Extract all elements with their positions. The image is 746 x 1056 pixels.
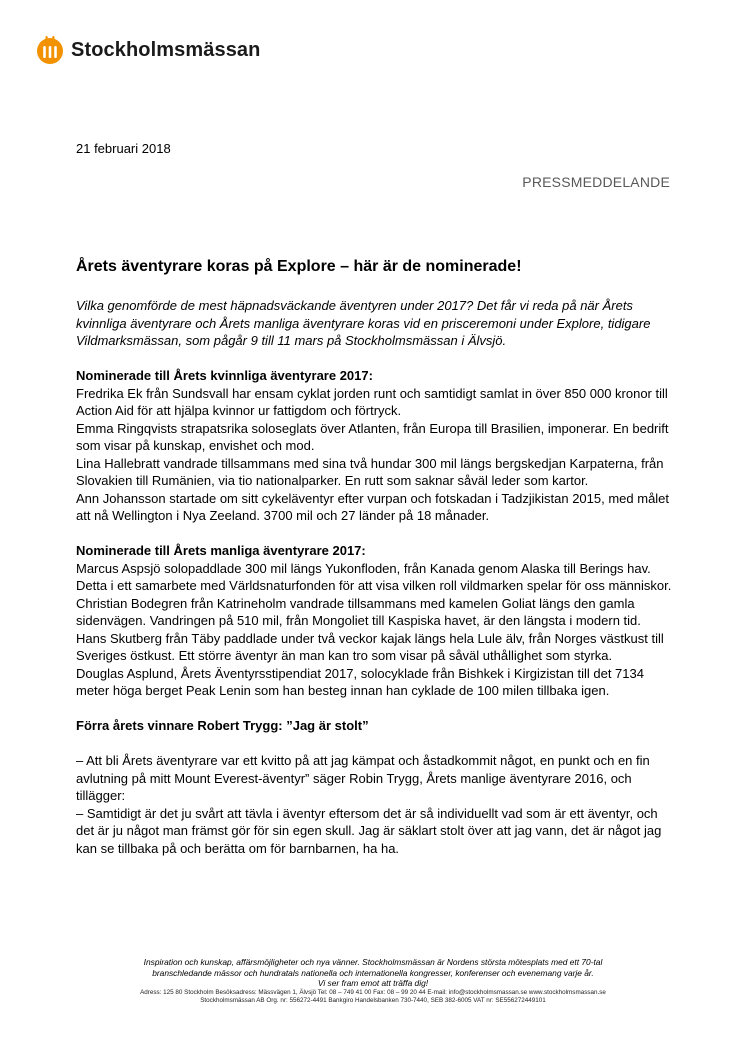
- men-nominees-heading: Nominerade till Årets manliga äventyrare 2017:: [76, 543, 366, 558]
- winner-quote: – Samtidigt är det ju svårt att tävla i äventyr eftersom det är så individuellt vad som är ett äventyr, och det är ju något man främst gör för sin egen skull. Jag är säklart stolt över att jag vann, det är något jag kan se tillbaka på och berätta om för barnbarnen, ha ha.: [76, 805, 662, 856]
- winner-heading: Förra årets vinnare Robert Trygg: ”Jag är stolt”: [76, 718, 369, 733]
- men-nominee-item: Douglas Asplund, Årets Äventyrsstipendiat 2017, solocyklade från Bishkek i Kirgizistan till det 7134 meter höga berget Peak Lenin som han besteg innan han cyklade de 100 milen tillbaka igen.: [76, 665, 644, 698]
- article-body: [76, 297, 676, 857]
- intro-paragraph: Vilka genomförde de mest häpnadsväckande äventyren under 2017? Det får vi reda på när Årets kvinnliga äventyrare och Årets manliga äventyrare koras vid en prisceremoni under Explore, tidigare Vildmarksmässan, som pågår 9 till 11 mars på Stockholmsmässan i Älvsjö.: [76, 298, 651, 348]
- women-nominees-heading: Nominerade till Årets kvinnliga äventyrare 2017:: [76, 368, 373, 383]
- men-nominee-item: Christian Bodegren från Katrineholm vandrade tillsammans med kamelen Goliat längs den gamla sidenvägen. Vandringen på 510 mil, från Mongoliet till Kaspiska havet, är den längsta i modern tid.: [76, 595, 641, 628]
- men-nominee-item: Hans Skutberg från Täby paddlade under två veckor kajak längs hela Lule älv, från Norges västkust till Sveriges östkust. Ett större äventyr än man kan tro som visar på såväl uthållighet som styrka.: [76, 630, 664, 663]
- footer-tagline: Inspiration och kunskap, affärsmöjligheter och nya vänner. Stockholmsmässan är Nordens största mötesplats med ett 70-tal: [143, 957, 603, 967]
- winner-quote: – Att bli Årets äventyrare var ett kvitto på att jag kämpat och åstadkommit något, en punkt och en fin avlutning på mitt Mount Everest-äventyr” säger Robin Trygg, Årets manlige äventyrare 2016, och tillägger:: [76, 753, 650, 803]
- footer-tagline: branschledande mässor och hundratals nationella och internationella kongresser, konferenser och evenemang varje år.: [152, 967, 594, 978]
- footer-company-info: Stockholmsmässan AB Org. nr: 556272-4491 Bankgiro Handelsbanken 730-7440, SEB 382-6005 VAT nr: SE556272449101: [200, 996, 546, 1004]
- stockholmsmassan-logo-icon: [36, 35, 64, 65]
- women-nominee-item: Lina Hallebratt vandrade tillsammans med sina två hundar 300 mil längs bergskedjan Karpaterna, från Slovakien till Rumänien, via tio nationalparker. En rutt som saknar såväl leder som kartor.: [76, 455, 664, 488]
- women-nominee-item: Fredrika Ek från Sundsvall har ensam cyklat jorden runt och samtidigt samlat in över 850 000 kronor till Action Aid för att hjälpa kvinnor ur fattigdom och förtryck.: [76, 385, 668, 418]
- company-logo: [36, 35, 260, 65]
- footer-address: Adress: 125 80 Stockholm Besöksadress: Mässvägen 1, Älvsjö Tel: 08 – 749 41 00 Fax: 08 – 99 20 44 E-mail: info@stockholmsmassan.se www.stockholmsmassan.se: [140, 988, 606, 996]
- press-release-date: 21 februari 2018: [76, 141, 171, 156]
- article-title: Årets äventyrare koras på Explore – här är de nominerade!: [76, 258, 522, 275]
- document-type-label: PRESSMEDDELANDE: [522, 174, 670, 190]
- page-footer: [40, 957, 706, 1005]
- footer-tagline: Vi ser fram emot att träffa dig!: [317, 978, 429, 988]
- men-nominee-item: Marcus Aspsjö solopaddlade 300 mil längs Yukonfloden, från Kanada genom Alaska till Berings hav. Detta i ett samarbete med Världsnaturfonden för att visa vilken roll vildmarken spelar för oss människor.: [76, 560, 672, 593]
- logo-text: Stockholmsmässan: [71, 38, 261, 61]
- women-nominee-item: Emma Ringqvists strapatsrika soloseglats över Atlanten, från Europa till Brasilien, imponerar. En bedrift som visar på kunskap, envishet och mod.: [76, 420, 669, 453]
- women-nominee-item: Ann Johansson startade om sitt cykeläventyr efter vurpan och fotskadan i Tadzjikistan 2015, med målet att nå Wellington i Nya Zeeland. 3700 mil och 27 länder på 18 månader.: [76, 490, 670, 523]
